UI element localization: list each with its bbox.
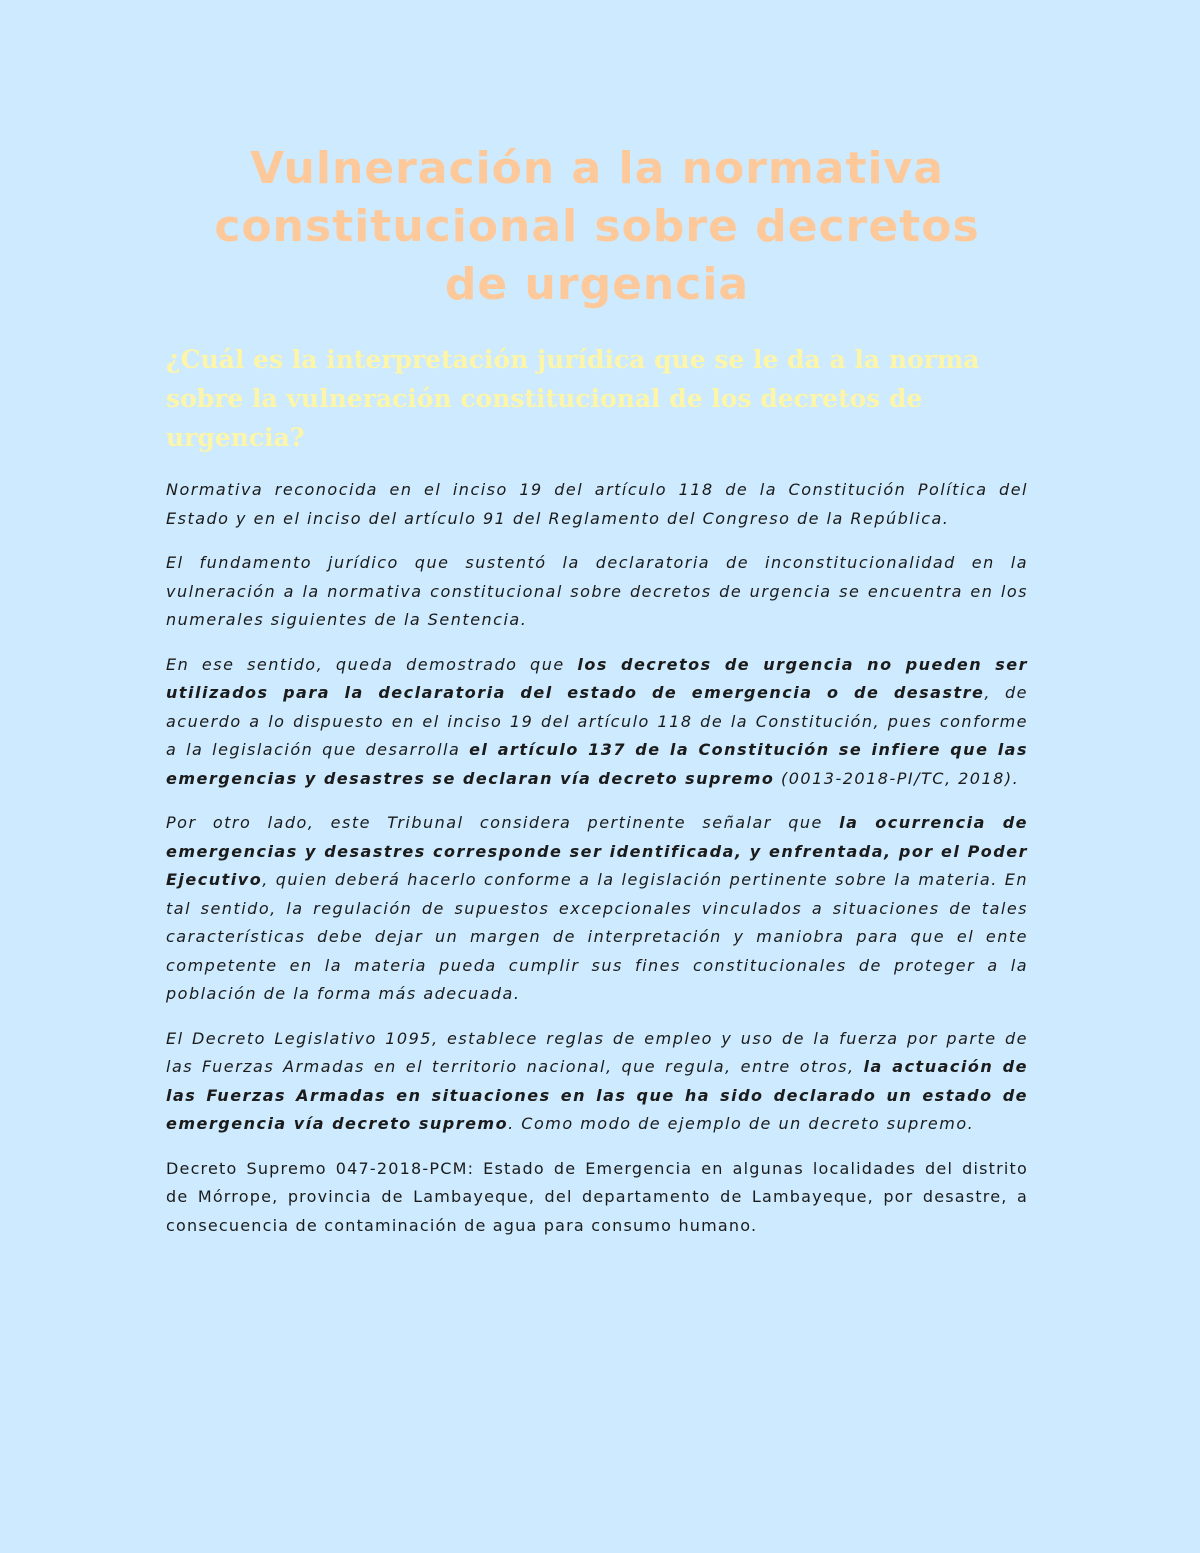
title-line-3: de urgencia [444, 259, 750, 310]
paragraph-text: , quien deberá hacerlo conforme a la legislación pertinente sobre la materia. En tal sentido, la regulación de supuestos excepcionales vinculados a situaciones de tales características debe dejar un margen de interpretación y maniobra para que el ente competente en la materia pueda cumplir sus fines constitucionales de proteger a la población de la forma más adecuada. [166, 870, 1028, 1003]
paragraph-text: Por otro lado, este Tribunal considera pertinente señalar que [166, 813, 840, 832]
emphasis-text: la ocurrencia de emergencias y desastres corresponde ser identificada, y enfrentada, por el Poder Ejecutivo [166, 813, 1029, 889]
paragraph-text: . Como modo de ejemplo de un decreto supremo. [508, 1114, 975, 1133]
emphasis-text: los decretos de urgencia no pueden ser utilizados para la declaratoria del estado de emergencia o de desastre [166, 654, 1029, 702]
paragraph-text: En ese sentido, queda demostrado que [166, 654, 578, 674]
paragraph-fundamento-juridico: El fundamento jurídico que sustentó la declaratoria de inconstitucionalidad en la vulneración a la normativa constitucional sobre decretos de urgencia se encuentra en los numerales siguientes de la Sentencia. [166, 553, 1028, 629]
paragraph-text: El Decreto Legislativo 1095, establece reglas de empleo y uso de la fuerza por parte de las Fuerzas Armadas en el territorio nacional, que regula, entre otros, [166, 1028, 1028, 1076]
document-title [166, 140, 1028, 314]
question-heading: ¿Cuál es la interpretación jurídica que se le da a la norma sobre la vulneración constitucional de los decretos de urgencia? [166, 345, 980, 452]
title-line-1: Vulneración a la normativa [250, 143, 944, 194]
title-line-2: constitucional sobre decretos [214, 201, 980, 252]
document-page [166, 140, 1028, 1240]
paragraph-por-otro-lado [166, 809, 1028, 1009]
paragraph-decreto-supremo: Decreto Supremo 047-2018-PCM: Estado de Emergencia en algunas localidades del distrito de Mórrope, provincia de Lambayeque, del departamento de Lambayeque, por desastre, a consecuencia de contaminación de agua para consumo humano. [166, 1158, 1028, 1235]
paragraph-text: , de acuerdo a lo dispuesto en el inciso 19 del artículo 118 de la Constitución, pues conforme a la legislación que desarrolla [166, 683, 1029, 759]
paragraph-decreto-legislativo [166, 1025, 1028, 1139]
paragraph-en-ese-sentido [166, 651, 1028, 794]
paragraph-norma-reconocida: Normativa reconocida en el inciso 19 del artículo 118 de la Constitución Política del Estado y en el inciso del artículo 91 del Reglamento del Congreso de la República. [166, 480, 1028, 528]
emphasis-text: el artículo 137 de la Constitución se infiere que las emergencias y desastres se declaran vía decreto supremo [166, 740, 1028, 788]
emphasis-text: la actuación de las Fuerzas Armadas en situaciones en las que ha sido declarado un estado de emergencia vía decreto supremo [166, 1057, 1028, 1133]
paragraph-text: (0013-2018-PI/TC, 2018). [774, 768, 1020, 788]
